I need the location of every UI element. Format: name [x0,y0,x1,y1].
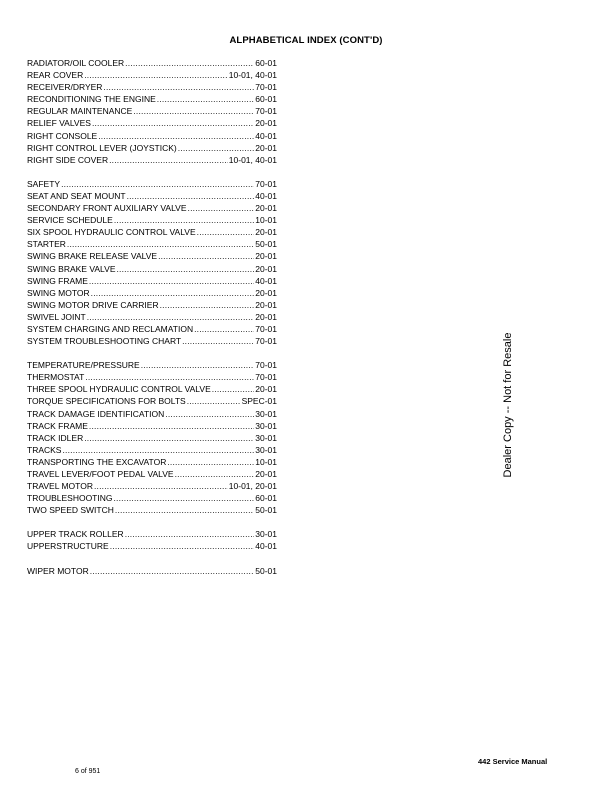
index-entry-page: 50-01 [255,565,277,576]
index-entry [27,408,277,420]
index-entry-page: 20-01 [255,287,277,298]
index-entry [27,238,277,250]
manual-name: 442 Service Manual [478,757,548,766]
index-entry-page: 50-01 [255,239,277,250]
index-entry-name: REGULAR MAINTENANCE [27,106,133,117]
index-entry-page: 10-01, 20-01 [228,481,277,492]
dot-leader [92,117,254,129]
index-entry [27,468,277,480]
index-entry-name: RECEIVER/DRYER [27,82,103,93]
dot-leader [160,299,255,311]
dot-leader [84,69,228,81]
index-entry [27,383,277,395]
index-entry [27,504,277,516]
index-entry-page: 60-01 [255,493,277,504]
index-entry [27,190,277,202]
dot-leader [109,154,228,166]
index-entry-page: 30-01 [255,529,277,540]
index-entry-page: 20-01 [255,384,277,395]
dot-leader [125,528,255,540]
index-entry-name: TORQUE SPECIFICATIONS FOR BOLTS [27,396,186,407]
index-entry-name: RELIEF VALVES [27,118,91,129]
dot-leader [103,81,254,93]
index-entry [27,250,277,262]
index-entry-name: RIGHT CONTROL LEVER (JOYSTICK) [27,142,177,153]
page-title: ALPHABETICAL INDEX (CONT'D) [229,35,383,46]
dot-leader [115,504,254,516]
dot-leader [212,383,255,395]
index-entry-name: SAFETY [27,178,61,189]
index-entry-name: WIPER MOTOR [27,565,89,576]
index-entry [27,540,277,552]
index-entry [27,323,277,335]
index-entry-name: TRACKS [27,444,62,455]
index-entry-page: 30-01 [255,432,277,443]
index-entry-name: SWING MOTOR DRIVE CARRIER [27,299,159,310]
index-entry-name: THREE SPOOL HYDRAULIC CONTROL VALVE [27,384,211,395]
index-entry-page: 60-01 [255,94,277,105]
dot-leader [85,371,254,383]
index-entry [27,456,277,468]
index-entry-page: 30-01 [255,408,277,419]
dot-leader [133,105,254,117]
index-entry-name: TEMPERATURE/PRESSURE [27,360,140,371]
index-entry-page: 40-01 [255,541,277,552]
index-entry-name: TRAVEL LEVER/FOOT PEDAL VALVE [27,469,174,479]
index-entry-page: 10-01, 40-01 [228,70,277,81]
index-entry [27,93,277,105]
index-group [27,528,277,552]
dot-leader [114,214,254,226]
index-entry [27,492,277,504]
dealer-copy-watermark: Dealer Copy -- Not for Resale [502,332,514,478]
index-entry [27,263,277,275]
index-entry-page: 20-01 [255,227,277,238]
index-entry-page: 20-01 [255,118,277,129]
index-entry [27,299,277,311]
index-entry-name: STARTER [27,239,66,250]
dot-leader [62,444,254,456]
index-entry-page: 70-01 [255,178,277,189]
dot-leader [187,395,241,407]
dot-leader [94,480,228,492]
index-entry [27,311,277,323]
index-group [27,57,277,166]
index-entry [27,420,277,432]
index-entry-name: UPPERSTRUCTURE [27,541,109,552]
index-entry [27,371,277,383]
dot-leader [194,323,254,335]
index-entry [27,117,277,129]
index-entry [27,154,277,166]
index-entry-name: TRACK IDLER [27,432,84,443]
index-entry-page: 70-01 [255,106,277,117]
index-entry-name: SWING MOTOR [27,287,90,298]
index-entry-name: TROUBLESHOOTING [27,493,113,504]
dot-leader [89,275,254,287]
dot-leader [182,335,254,347]
index-entry-page: 40-01 [255,130,277,141]
index-entry-name: SEAT AND SEAT MOUNT [27,190,126,201]
index-entry-name: SWIVEL JOINT [27,311,86,322]
index-entry-name: SYSTEM TROUBLESHOOTING CHART [27,336,182,347]
dot-leader [141,359,255,371]
index-entry-name: SWING FRAME [27,275,88,286]
index-entry [27,57,277,69]
dot-leader [87,311,255,323]
dot-leader [178,142,255,154]
index-entry [27,432,277,444]
index-entry [27,105,277,117]
index-entry-name: SWING BRAKE VALVE [27,263,116,274]
dot-leader [91,287,255,299]
index-entry-page: 20-01 [255,311,277,322]
index-entry-page: 50-01 [255,505,277,516]
index-entry-name: RADIATOR/OIL COOLER [27,58,125,68]
index-entry [27,226,277,238]
index-entry-name: RECONDITIONING THE ENGINE [27,94,156,105]
index-group [27,565,277,577]
index-entry [27,69,277,81]
index-entry [27,480,277,492]
dot-leader [117,263,255,275]
index-entry [27,130,277,142]
alphabetical-index [27,57,277,589]
index-entry-name: SWING BRAKE RELEASE VALVE [27,251,158,262]
index-entry [27,335,277,347]
dot-leader [89,420,254,432]
dot-leader [84,432,254,444]
dot-leader [113,492,254,504]
index-entry-name: RIGHT SIDE COVER [27,154,109,165]
dot-leader [197,226,255,238]
index-entry-page: 60-01 [255,58,277,68]
index-entry-page: 30-01 [255,444,277,455]
index-entry [27,202,277,214]
dot-leader [175,468,255,480]
index-entry-page: 20-01 [255,469,277,479]
index-entry-name: TRACK DAMAGE IDENTIFICATION [27,408,165,419]
index-entry-name: SYSTEM CHARGING AND RECLAMATION [27,323,194,334]
index-entry [27,142,277,154]
index-entry [27,287,277,299]
index-entry [27,444,277,456]
index-entry-page: 70-01 [255,336,277,347]
index-entry-page: 20-01 [255,142,277,153]
index-entry [27,565,277,577]
index-entry-name: TRACK FRAME [27,420,88,431]
index-entry-name: TRANSPORTING THE EXCAVATOR [27,456,167,467]
index-entry [27,359,277,371]
dot-leader [158,250,254,262]
index-entry-page: 70-01 [255,360,277,371]
index-entry [27,275,277,287]
index-entry-page: SPEC-01 [241,396,277,407]
index-entry-page: 40-01 [255,190,277,201]
page-counter: 6 of 951 [75,768,101,775]
dot-leader [188,202,255,214]
dot-leader [67,238,254,250]
index-entry-page: 10-01 [255,215,277,226]
index-entry-page: 20-01 [255,203,277,214]
index-entry-page: 30-01 [255,420,277,431]
index-entry [27,178,277,190]
dot-leader [157,93,254,105]
dot-leader [90,565,255,577]
index-entry-name: TRAVEL MOTOR [27,481,93,492]
dot-leader [127,190,255,202]
index-entry-name: TWO SPEED SWITCH [27,505,114,516]
index-group [27,359,277,516]
index-entry-page: 70-01 [255,82,277,93]
index-entry-name: SERVICE SCHEDULE [27,215,113,226]
index-entry-name: RIGHT CONSOLE [27,130,98,141]
index-entry-page: 10-01, 40-01 [228,154,277,165]
dot-leader [165,408,254,420]
dot-leader [110,540,255,552]
dot-leader [167,456,254,468]
index-entry-name: SECONDARY FRONT AUXILIARY VALVE [27,203,187,214]
index-entry [27,81,277,93]
dot-leader [125,57,254,69]
index-entry-name: UPPER TRACK ROLLER [27,529,124,540]
index-entry-page: 20-01 [255,251,277,262]
index-entry-name: THERMOSTAT [27,372,85,383]
dot-leader [61,178,254,190]
index-entry-page: 20-01 [255,299,277,310]
index-entry-page: 40-01 [255,275,277,286]
index-entry [27,528,277,540]
index-entry-name: REAR COVER [27,70,84,81]
index-entry [27,214,277,226]
index-entry [27,395,277,407]
dot-leader [98,130,254,142]
index-entry-page: 70-01 [255,372,277,383]
index-entry-name: SIX SPOOL HYDRAULIC CONTROL VALVE [27,227,196,238]
index-entry-page: 10-01 [255,456,277,467]
index-entry-page: 70-01 [255,323,277,334]
index-group [27,178,277,347]
index-entry-page: 20-01 [255,263,277,274]
